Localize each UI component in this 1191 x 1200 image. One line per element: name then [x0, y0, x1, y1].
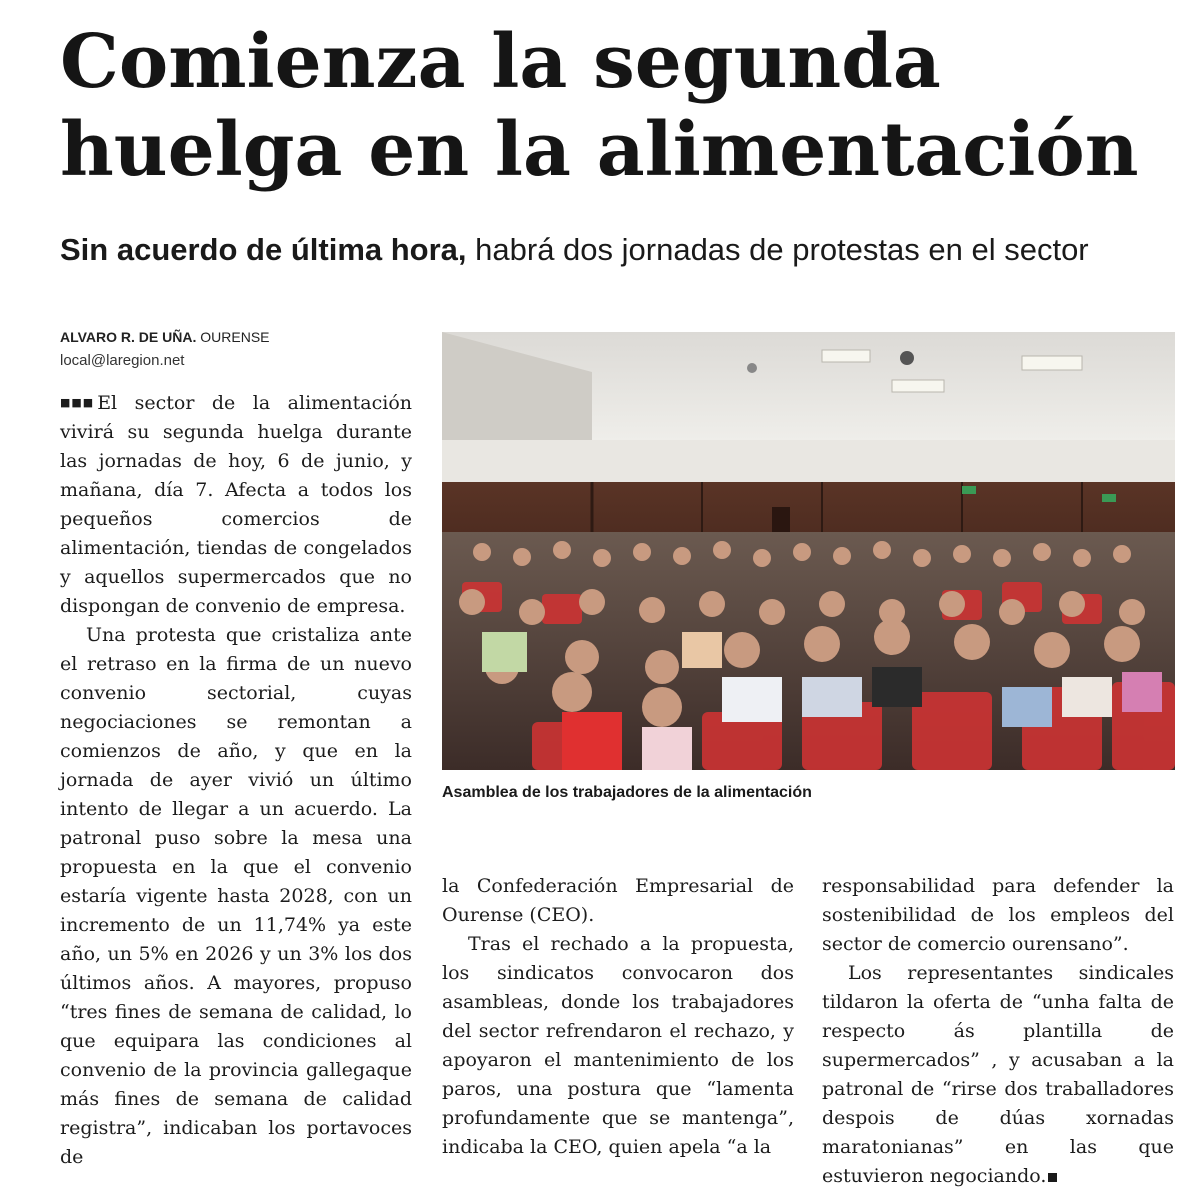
paragraph-1: [60, 388, 412, 621]
headline: [60, 18, 1180, 194]
paragraph-3: la Confederación Empresarial de Ourense (CEO).: [442, 875, 794, 926]
paragraph-6-text: Los representantes sindicales tildaron la oferta de “unha falta de respecto ás plantilla de supermercados” , y acusaban a la patronal de “rirse dos traballadores despois de dúas xornadas maratonianas” en las que estuvieron negociando.: [822, 962, 1174, 1187]
assembly-hall-image: [442, 332, 1175, 770]
paragraph-5: responsabilidad para defender la sostenibilidad de los empleos del sector de comercio ourensano”.: [822, 875, 1174, 955]
headline-line-2: huelga en la alimentación: [60, 107, 1139, 193]
paragraph-1-text: El sector de la alimentación vivirá su segunda huelga durante las jornadas de hoy, 6 de junio, y mañana, día 7. Afecta a todos los pequeños comercios de alimentación, tiendas de congelados y aquellos supermercados que no dispongan de convenio de empresa.: [60, 392, 412, 617]
article-column-3: [822, 872, 1174, 1191]
paragraph-4: Tras el rechado a la propuesta, los sindicatos convocaron dos asambleas, donde los trabajadores del sector refrendaron el rechazo, y apoyaron el mantenimiento de los paros, una postura que “lamenta profundamente que se mantenga”, indicaba la CEO, quien apela “a la: [442, 933, 794, 1158]
author-email: local@laregion.net: [60, 352, 185, 369]
byline: [60, 329, 270, 345]
subhead-bold: Sin acuerdo de última hora,: [60, 232, 467, 267]
byline-location: OURENSE: [196, 329, 270, 345]
article-column-2: [442, 872, 794, 1162]
article-column-1: [60, 388, 412, 1172]
photo-caption: Asamblea de los trabajadores de la alimentación: [442, 784, 812, 801]
author-name: ALVARO R. DE UÑA.: [60, 329, 197, 345]
subhead-rest: habrá dos jornadas de protestas en el sector: [466, 232, 1089, 267]
paragraph-6: [822, 959, 1174, 1191]
subheadline: [60, 232, 1180, 268]
headline-line-1: Comienza la segunda: [60, 19, 941, 105]
paragraph-2: Una protesta que cristaliza ante el retraso en la firma de un nuevo convenio sectorial, cuyas negociaciones se remontan a comienzos de año, y que en la jornada de ayer vivió un último intento de llegar a un acuerdo. La patronal puso sobre la mesa una propuesta en la que el convenio estaría vigente hasta 2028, con un incremento de un 11,74% ya este año, un 5% en 2026 y un 3% los dos últimos años. A mayores, propuso “tres fines de semana de calidad, lo que equipara las condiciones al convenio de la provincia gallegaque más fines de semana de calidad registra”, indicaban los portavoces de: [60, 624, 412, 1168]
article-photo: [442, 332, 1175, 770]
paragraph-start-marker-icon: ■■■: [60, 396, 95, 409]
end-of-article-icon: [1048, 1173, 1057, 1182]
